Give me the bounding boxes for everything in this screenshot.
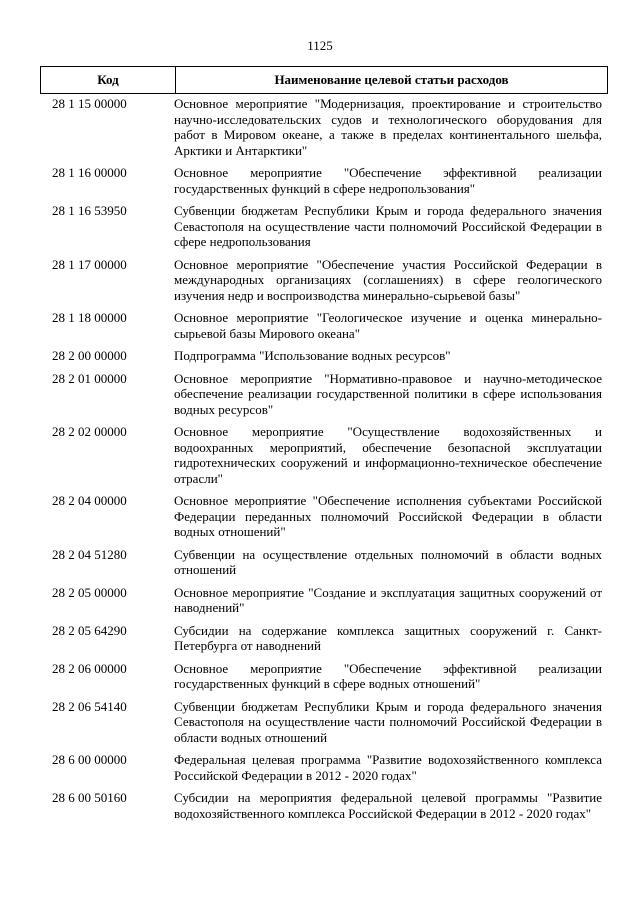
- row-name: Основное мероприятие "Нормативно-правовое и научно-методическое обеспечение реализации государственной политики в сфере использования водных ресурсов": [174, 370, 602, 417]
- table-row: [52, 699, 602, 746]
- row-code: 28 2 05 00000: [52, 584, 127, 600]
- row-name: Основное мероприятие "Осуществление водохозяйственных и водоохранных мероприятий, обеспечение безопасной эксплуатации гидротехнических сооружений и информационно-техническое обеспечение отрасли": [174, 424, 602, 486]
- table-row: [52, 790, 602, 821]
- column-header-code: Код: [41, 67, 176, 93]
- table-row: [52, 661, 602, 692]
- row-name: Основное мероприятие "Обеспечение исполнения субъектами Российской Федерации переданных полномочий Российской Федерации в области водных отношений": [174, 493, 602, 539]
- row-name: Основное мероприятие "Обеспечение участия Российской Федерации в международных организациях (соглашениях) в сфере геологического изучения недр и воспроизводства минерально-сырьевой базы": [174, 256, 602, 303]
- row-code: 28 2 06 00000: [52, 660, 127, 676]
- row-name: Основное мероприятие "Обеспечение эффективной реализации государственных функций в сфере недропользования": [174, 165, 602, 196]
- row-name: Основное мероприятие "Геологическое изучение и оценка минерально-сырьевой базы Мирового океана": [174, 310, 602, 341]
- row-name: Основное мероприятие "Создание и эксплуатация защитных сооружений от наводнений": [174, 584, 602, 615]
- row-code: 28 2 00 00000: [52, 348, 127, 363]
- row-name: Федеральная целевая программа "Развитие водохозяйственного комплекса Российской Федерации в 2012 - 2020 годах": [174, 752, 602, 783]
- table-row: [52, 493, 602, 540]
- table-row: [52, 623, 602, 654]
- table-row: [52, 424, 602, 486]
- table-header: [40, 66, 608, 94]
- row-name: Основное мероприятие "Модернизация, проектирование и строительство научно-исследовательских судов и технологического оборудования для работ в Мировом океане, а также в пределах континентального шельфа, Арктики и Антарктики": [174, 96, 602, 158]
- row-name: Подпрограмма "Использование водных ресурсов": [174, 348, 451, 363]
- row-name: Основное мероприятие "Обеспечение эффективной реализации государственных функций в сфере водных отношений": [174, 660, 602, 691]
- table-body: [52, 96, 602, 828]
- row-name: Субвенции бюджетам Республики Крым и города федерального значения Севастополя на осуществление части полномочий Российской Федерации в области водных отношений: [174, 698, 602, 745]
- table-row: [52, 310, 602, 341]
- row-name: Субвенции бюджетам Республики Крым и города федерального значения Севастополя на осуществление части полномочий Российской Федерации в сфере недропользования: [174, 203, 602, 249]
- table-row: [52, 165, 602, 196]
- row-code: 28 2 04 00000: [52, 493, 127, 508]
- column-header-name: Наименование целевой статьи расходов: [274, 72, 509, 87]
- row-name: Субвенции на осуществление отдельных полномочий в области водных отношений: [174, 546, 602, 577]
- row-name: Субсидии на содержание комплекса защитных сооружений г. Санкт-Петербурга от наводнений: [174, 622, 602, 653]
- row-code: 28 6 00 00000: [52, 752, 127, 767]
- row-code: 28 2 06 54140: [52, 698, 127, 714]
- page-number: 1125: [307, 38, 333, 53]
- row-code: 28 1 17 00000: [52, 256, 127, 272]
- row-code: 28 6 00 50160: [52, 790, 127, 805]
- table-row: [52, 585, 602, 616]
- row-code: 28 1 16 53950: [52, 203, 127, 218]
- table-row: [52, 547, 602, 578]
- row-code: 28 1 16 00000: [52, 165, 127, 180]
- row-code: 28 2 01 00000: [52, 370, 127, 386]
- table-row: [52, 96, 602, 158]
- row-code: 28 2 02 00000: [52, 424, 127, 439]
- row-code: 28 1 15 00000: [52, 96, 127, 111]
- row-code: 28 1 18 00000: [52, 310, 127, 325]
- row-code: 28 2 04 51280: [52, 546, 127, 562]
- row-code: 28 2 05 64290: [52, 622, 127, 638]
- row-name: Субсидии на мероприятия федеральной целевой программы "Развитие водохозяйственного комплекса Российской Федерации в 2012 - 2020 годах": [174, 790, 602, 821]
- table-row: [52, 348, 602, 364]
- table-row: [52, 257, 602, 304]
- table-row: [52, 371, 602, 418]
- table-row: [52, 752, 602, 783]
- table-row: [52, 203, 602, 250]
